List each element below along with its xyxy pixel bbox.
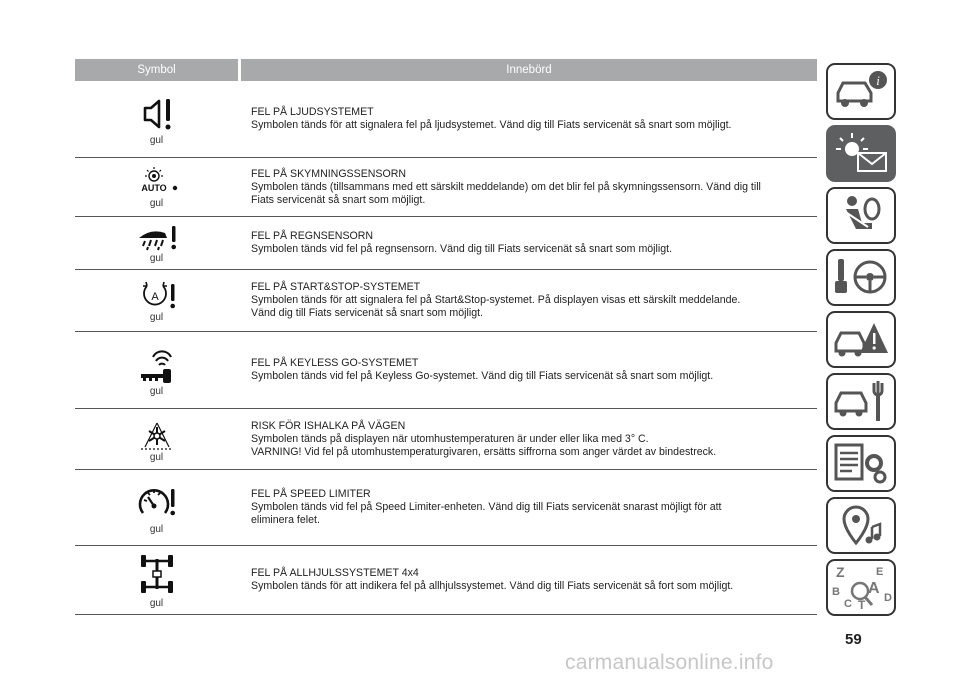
key-steering-wheel-icon — [828, 251, 894, 304]
tab-emergency[interactable] — [826, 311, 896, 368]
symbol-cell — [75, 158, 238, 216]
meaning-cell — [238, 158, 817, 216]
color-label: gul — [149, 198, 164, 209]
index-letter: A — [868, 580, 880, 597]
table-row — [75, 332, 817, 409]
warning-lights-table — [75, 59, 817, 615]
symbol-cell — [75, 217, 238, 269]
speaker-warning-icon — [137, 94, 177, 134]
row-text: Fiats servicenät så snart som möjligt. — [251, 193, 426, 206]
index-letter: Z — [836, 564, 845, 580]
multimedia-icon — [828, 499, 894, 552]
color-label: gul — [149, 523, 164, 535]
meaning-cell — [238, 409, 817, 469]
chapter-tabs — [826, 63, 896, 621]
row-text: Symbolen tänds för att indikera fel på allhjulssystemet. Vänd dig till Fiats servicenät så fort som möjligt. — [251, 580, 734, 592]
tab-maintenance[interactable] — [826, 373, 896, 430]
tab-car-info[interactable] — [826, 63, 896, 120]
index-letter: B — [832, 586, 840, 598]
row-title: RISK FÖR ISHALKA PÅ VÄGEN — [251, 419, 406, 432]
header-meaning: Innebörd — [238, 59, 817, 81]
symbol-cell — [75, 409, 238, 469]
row-title: FEL PÅ SKYMNINGSSENSORN — [251, 167, 407, 180]
svg-text:i: i — [876, 73, 880, 88]
keyless-key-icon — [135, 345, 179, 385]
auto-label: AUTO — [140, 183, 167, 193]
car-maintenance-icon — [828, 375, 894, 428]
row-text: Vänd dig till Fiats servicenät så snart som möjligt. — [251, 307, 483, 319]
index-letter: C — [844, 598, 852, 610]
table-row — [75, 217, 817, 270]
row-text: Symbolen tänds vid fel på Speed Limiter-enheten. Vänd dig till Fiats servicenät snarast möjligt för att — [251, 501, 722, 513]
tab-index[interactable] — [826, 559, 896, 616]
car-emergency-icon — [828, 313, 894, 366]
row-title: FEL PÅ LJUDSYSTEMET — [251, 106, 374, 118]
table-row — [75, 546, 817, 615]
row-text: Symbolen tänds (tillsammans med ett särskilt meddelande) om det blir fel på skymningssensorn. Vänd dig till — [251, 180, 761, 193]
color-label: gul — [149, 311, 164, 323]
meaning-cell — [238, 332, 817, 408]
safety-airbag-icon — [828, 189, 894, 242]
row-title: FEL PÅ REGNSENSORN — [251, 230, 374, 242]
warning-light-message-icon — [828, 127, 894, 180]
row-text: Symbolen tänds för att signalera fel på Start&Stop-systemet. På displayen visas ett särskilt meddelande. — [251, 294, 741, 306]
table-row — [75, 270, 817, 332]
table-row — [75, 81, 817, 158]
meaning-cell — [238, 546, 817, 614]
tab-warning-lights[interactable] — [826, 125, 896, 182]
start-stop-letter: A — [150, 290, 159, 303]
meaning-cell — [238, 470, 817, 545]
ice-warning-icon — [137, 417, 177, 451]
start-stop-icon — [137, 281, 177, 311]
rain-sensor-icon — [135, 224, 179, 252]
meaning-cell — [238, 270, 817, 331]
index-letter: T — [858, 598, 866, 612]
color-label: gul — [149, 253, 164, 264]
symbol-cell — [75, 470, 238, 545]
color-label: gul — [149, 598, 164, 609]
four-wheel-drive-icon — [137, 553, 177, 597]
color-label: gul — [149, 135, 164, 146]
row-text: Symbolen tänds på displayen när utomhustemperaturen är under eller lika med 3° C. — [251, 432, 649, 445]
row-text: Symbolen tänds vid fel på Keyless Go-systemet. Vänd dig till Fiats servicenät så snart som möjligt. — [251, 370, 714, 382]
symbol-cell — [75, 546, 238, 614]
row-text: Symbolen tänds för att signalera fel på ljudsystemet. Vänd dig till Fiats servicenät så snart som möjligt. — [251, 119, 732, 131]
page-number: 59 — [845, 631, 862, 648]
table-row — [75, 158, 817, 217]
symbol-cell — [75, 81, 238, 157]
row-text: VARNING! Vid fel på utomhustemperaturgivaren, ersätts siffrorna som anger värdet av bindestreck. — [251, 445, 717, 458]
index-letter: D — [884, 592, 892, 604]
technical-data-icon — [828, 437, 894, 490]
tab-starting-driving[interactable] — [826, 249, 896, 306]
meaning-cell — [238, 217, 817, 269]
speed-limiter-icon — [135, 483, 179, 523]
row-text: eliminera felet. — [251, 514, 320, 526]
index-letter: E — [876, 566, 884, 578]
symbol-cell — [75, 270, 238, 331]
row-title: FEL PÅ ALLHJULSSYSTEMET 4x4 — [251, 567, 419, 579]
car-info-icon — [828, 65, 894, 118]
row-title: FEL PÅ SPEED LIMITER — [251, 488, 371, 500]
row-text: Symbolen tänds vid fel på regnsensorn. Vänd dig till Fiats servicenät så snart som möjligt. — [251, 243, 673, 255]
watermark: carmanualsonline.info — [565, 651, 774, 674]
color-label: gul — [149, 386, 164, 397]
tab-technical-data[interactable] — [826, 435, 896, 492]
color-label: gul — [149, 452, 164, 463]
alphabetical-index-icon — [828, 561, 894, 614]
meaning-cell — [238, 81, 817, 157]
table-header — [75, 59, 817, 81]
table-row — [75, 470, 817, 546]
table-row — [75, 409, 817, 470]
tab-safety[interactable] — [826, 187, 896, 244]
row-title: FEL PÅ KEYLESS GO-SYSTEMET — [251, 357, 419, 369]
twilight-sensor-auto-icon — [135, 167, 179, 197]
symbol-cell — [75, 332, 238, 408]
header-symbol: Symbol — [137, 64, 176, 76]
tab-multimedia[interactable] — [826, 497, 896, 554]
row-title: FEL PÅ START&STOP-SYSTEMET — [251, 281, 421, 293]
